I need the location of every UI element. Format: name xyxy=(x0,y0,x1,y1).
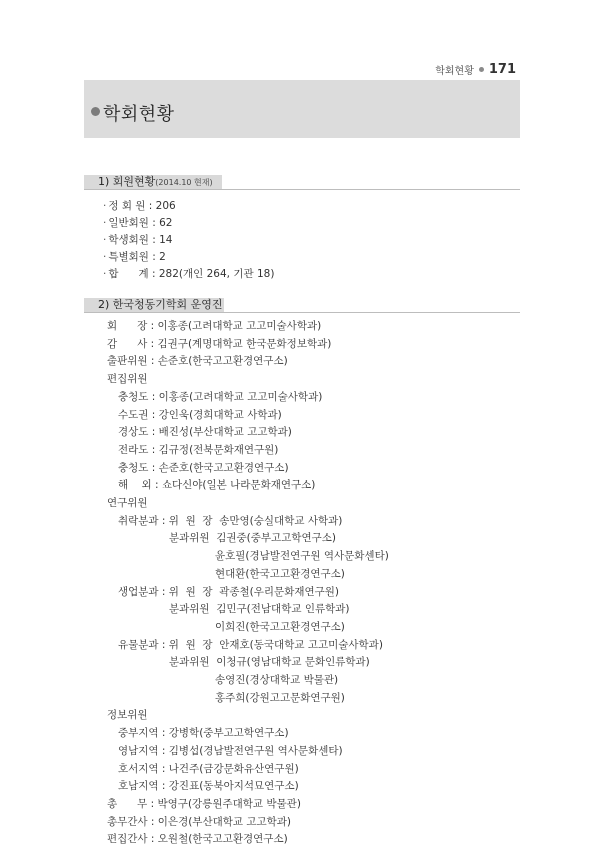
membership-item: · 정 회 원 : 206 xyxy=(103,198,274,215)
membership-item: · 합 계 : 282(개인 264, 기관 18) xyxy=(103,266,274,283)
officer-line: 중부지역 : 강병학(중부고고학연구소) xyxy=(118,727,289,740)
officer-line: 편집위원 xyxy=(107,373,148,386)
officer-line: 회 장 : 이홍종(고려대학교 고고미술사학과) xyxy=(107,320,322,332)
page-title: 학회현황 xyxy=(103,104,175,125)
officers-list xyxy=(107,318,389,849)
officer-line: 송영진(경상대학교 박물관) xyxy=(215,674,339,687)
membership-item: · 학생회원 : 14 xyxy=(103,232,274,249)
section2-rule xyxy=(84,312,520,313)
officer-line: 취락분과 : 위 원 장 송만영(숭실대학교 사학과) xyxy=(118,514,343,527)
officer-line: 유물분과 : 위 원 장 안재호(동국대학교 고고미술사학과) xyxy=(118,638,383,651)
section1-heading-sub: (2014.10 현재) xyxy=(155,178,213,187)
officer-line: 분과위원 이청규(영남대학교 문화인류학과) xyxy=(169,656,370,669)
section2-heading xyxy=(84,298,224,312)
officer-line: 분과위원 김권중(중부고고학연구소) xyxy=(169,532,337,545)
officer-line: 이희진(한국고고환경연구소) xyxy=(215,620,345,633)
officer-line: 감 사 : 김권구(계명대학교 한국문화정보학과) xyxy=(107,337,332,350)
officer-line: 현대환(한국고고환경연구소) xyxy=(215,567,345,580)
page-number: 171 xyxy=(488,62,516,77)
section1-heading xyxy=(84,175,222,189)
officer-line: 정보위원 xyxy=(107,709,148,722)
officer-line: 호남지역 : 강진표(동북아지석묘연구소) xyxy=(118,780,299,793)
membership-list xyxy=(103,198,274,283)
officer-line: 총 무 : 박영구(강릉원주대학교 박물관) xyxy=(107,797,301,810)
officer-line: 출판위원 : 손준호(한국고고환경연구소) xyxy=(107,355,288,368)
membership-item: · 특별회원 : 2 xyxy=(103,249,274,266)
officer-line: 영남지역 : 김병섭(경남발전연구원 역사문화센타) xyxy=(118,744,343,757)
officer-line: 호서지역 : 나건주(금강문화유산연구원) xyxy=(118,762,299,775)
officer-line: 편집간사 : 오원철(한국고고환경연구소) xyxy=(107,833,288,846)
officer-line: 윤호필(경남발전연구원 역사문화센타) xyxy=(215,550,389,563)
membership-item: · 일반회원 : 62 xyxy=(103,215,274,232)
officer-line: 충청도 : 이홍종(고려대학교 고고미술사학과) xyxy=(118,390,323,403)
officer-line: 생업분과 : 위 원 장 곽종철(우리문화재연구원) xyxy=(118,585,340,598)
officer-line: 총무간사 : 이은경(부산대학교 고고학과) xyxy=(107,815,292,828)
running-head xyxy=(435,62,516,77)
officer-line: 연구위원 xyxy=(107,497,148,510)
officer-line: 전라도 : 김규정(전북문화재연구원) xyxy=(118,443,279,456)
section1-heading-text: 1) 회원현황 xyxy=(98,175,156,188)
officer-line: 경상도 : 배진성(부산대학교 고고학과) xyxy=(118,426,292,439)
title-bullet-icon xyxy=(91,107,100,116)
section2-heading-text: 2) 한국청동기학회 운영진 xyxy=(98,298,223,311)
bullet-icon xyxy=(479,67,484,72)
officer-line: 충청도 : 손준호(한국고고환경연구소) xyxy=(118,461,289,474)
running-head-text: 학회현황 xyxy=(435,66,474,77)
section1-rule xyxy=(84,189,520,190)
title-band xyxy=(84,80,520,138)
officer-line: 홍주희(강원고고문화연구원) xyxy=(215,691,345,704)
officer-line: 해 외 : 쇼다신야(일본 나라문화재연구소) xyxy=(118,479,316,492)
officer-line: 수도권 : 강인욱(경희대학교 사학과) xyxy=(118,408,282,421)
officer-line: 분과위원 김민구(전남대학교 인류학과) xyxy=(169,603,350,616)
